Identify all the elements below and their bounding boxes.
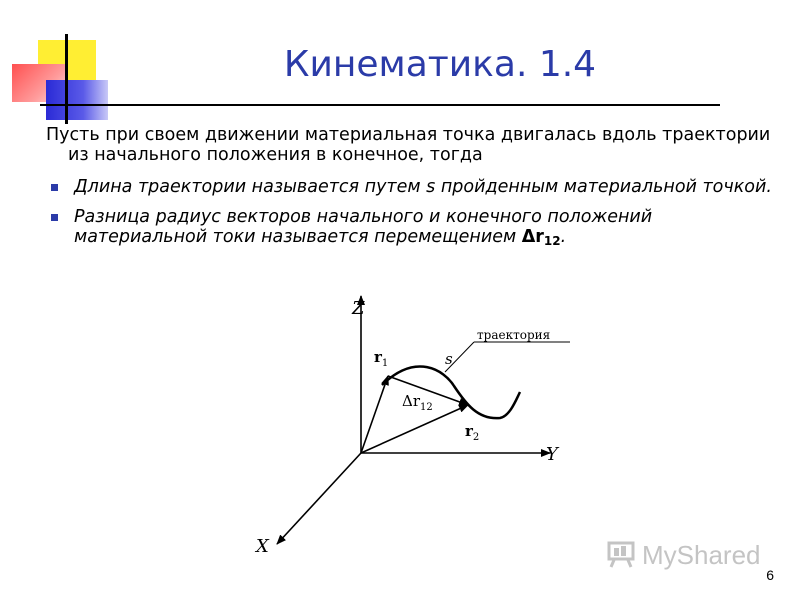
presentation-board-icon <box>606 538 636 568</box>
r1-label: $r_1$ <box>374 348 389 369</box>
x-axis <box>277 453 361 544</box>
dr12-label: $\Delta r_{12}$ <box>402 392 433 413</box>
bullet-square-icon <box>51 214 58 221</box>
kinematics-diagram <box>240 290 580 560</box>
displacement-subscript: 12 <box>543 234 561 248</box>
z-axis-label: Z <box>352 298 365 319</box>
decor-vertical-line <box>65 34 68 124</box>
y-axis-label: Y <box>546 444 558 465</box>
watermark <box>600 536 770 572</box>
decor-blue-square <box>46 80 108 120</box>
x-axis-label: X <box>256 536 269 557</box>
slide-title: Кинематика. 1.4 <box>283 44 597 85</box>
bullet-square-icon <box>51 184 58 191</box>
bullet-text: Длина траектории называется путем s пройденным материальной точкой. <box>74 177 772 197</box>
page-number: 6 <box>766 567 774 583</box>
bullet-item-displacement <box>46 207 786 251</box>
watermark-text: MyShared <box>642 540 761 570</box>
slide-body <box>46 125 786 251</box>
s-label: s <box>445 350 453 368</box>
intro-text: Пусть при своем движении материальная точка двигалась вдоль траектории из начального положения в конечное, тогда <box>46 125 771 165</box>
r1-vector <box>361 376 388 453</box>
displacement-symbol: Δr <box>521 227 544 247</box>
bullet-text: Разница радиус векторов начального и конечного положений материальной токи называется перемещением <box>74 207 653 247</box>
r2-vector <box>361 405 468 453</box>
trajectory-label: траектория <box>477 328 551 342</box>
bullet-item-path <box>46 177 786 197</box>
title-underline <box>40 104 720 106</box>
bullet-text-end: . <box>560 227 567 247</box>
r2-label: $r_2$ <box>465 422 480 443</box>
